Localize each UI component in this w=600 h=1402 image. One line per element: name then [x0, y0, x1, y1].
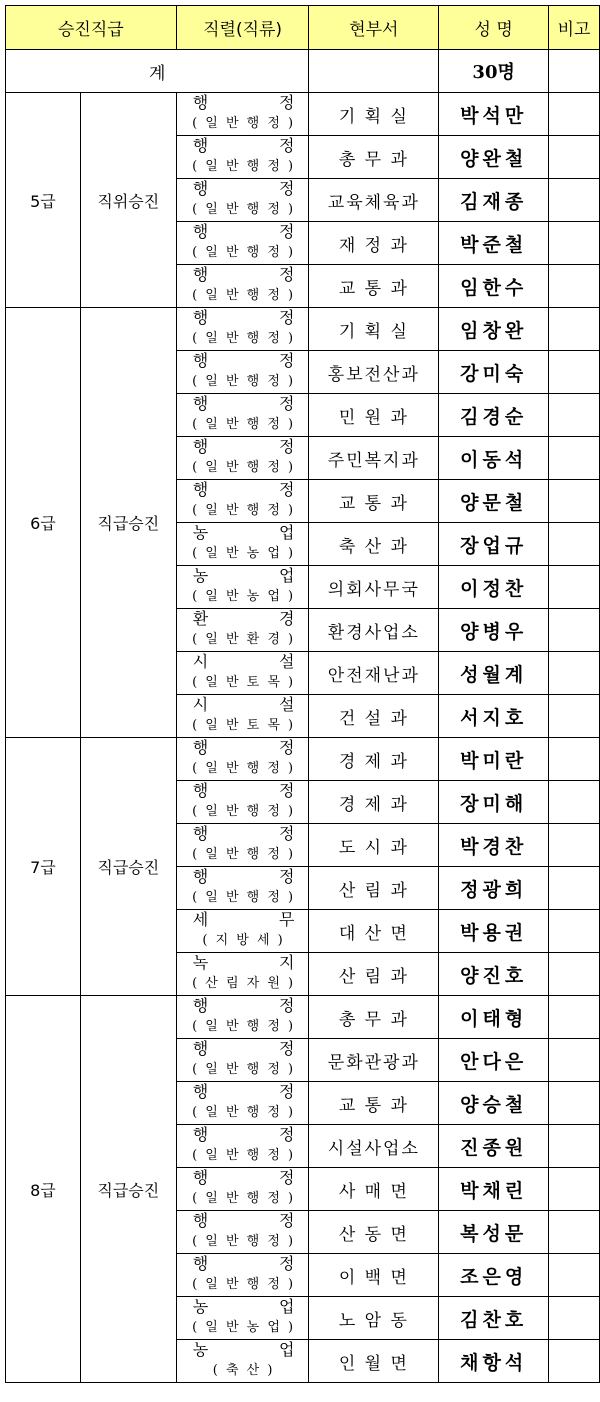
series-main-first: 행 — [192, 996, 209, 1015]
name-cell: 박미란 — [439, 738, 549, 781]
series-main-second: 정 — [279, 824, 295, 843]
total-empty-cell — [309, 50, 439, 93]
department-cell: 교 통 과 — [309, 265, 439, 308]
series-main-first: 행 — [192, 136, 209, 155]
total-note-cell — [549, 50, 600, 93]
grade-cell: 5급 — [6, 93, 81, 308]
series-cell — [176, 953, 309, 996]
note-cell — [549, 609, 600, 652]
series-box — [177, 1039, 309, 1081]
series-cell — [176, 265, 309, 308]
total-label: 계 — [6, 50, 309, 93]
series-subtype: ( 일 반 행 정 ) — [192, 1062, 296, 1077]
name-cell: 박경찬 — [439, 824, 549, 867]
series-cell — [176, 996, 309, 1039]
series-subtype: ( 일 반 행 정 ) — [192, 245, 296, 260]
name-cell: 임창완 — [439, 308, 549, 351]
promotion-type-cell: 직위승진 — [80, 93, 176, 308]
note-cell — [549, 1340, 600, 1383]
name-cell: 강미숙 — [439, 351, 549, 394]
series-main-second: 정 — [279, 1254, 295, 1273]
series-cell — [176, 1082, 309, 1125]
series-cell — [176, 1297, 309, 1340]
department-cell: 의회사무국 — [309, 566, 439, 609]
series-main-first: 행 — [192, 1082, 209, 1101]
series-box — [177, 222, 309, 264]
series-subtype: ( 일 반 행 정 ) — [192, 761, 296, 776]
series-main-first: 환 — [192, 609, 209, 628]
department-cell: 총 무 과 — [309, 996, 439, 1039]
department-cell: 교 통 과 — [309, 480, 439, 523]
series-cell — [176, 1039, 309, 1082]
series-main-second: 업 — [279, 566, 295, 585]
name-cell: 장미해 — [439, 781, 549, 824]
note-cell — [549, 1168, 600, 1211]
name-cell: 박채린 — [439, 1168, 549, 1211]
series-main-first: 녹 — [192, 953, 209, 972]
series-box — [177, 910, 309, 952]
department-cell: 기 획 실 — [309, 93, 439, 136]
table-row — [6, 738, 600, 781]
series-cell — [176, 136, 309, 179]
series-main-second: 정 — [279, 93, 295, 112]
series-cell — [176, 308, 309, 351]
series-main-first: 행 — [192, 738, 209, 757]
series-cell — [176, 738, 309, 781]
series-box — [177, 953, 309, 995]
total-count: 30명 — [439, 50, 549, 93]
series-main-first: 시 — [192, 652, 209, 671]
department-cell: 대 산 면 — [309, 910, 439, 953]
series-main-second: 무 — [279, 910, 295, 929]
department-cell: 안전재난과 — [309, 652, 439, 695]
series-main-second: 설 — [279, 652, 295, 671]
department-cell: 시설사업소 — [309, 1125, 439, 1168]
series-box — [177, 867, 309, 909]
note-cell — [549, 351, 600, 394]
series-main-second: 정 — [279, 996, 295, 1015]
series-subtype: ( 일 반 행 정 ) — [192, 1191, 296, 1206]
department-cell: 경 제 과 — [309, 738, 439, 781]
series-main-second: 정 — [279, 1211, 295, 1230]
department-cell: 환경사업소 — [309, 609, 439, 652]
series-main-second: 정 — [279, 1039, 295, 1058]
series-box — [177, 1297, 309, 1339]
grade-cell: 8급 — [6, 996, 81, 1383]
series-box — [177, 1211, 309, 1253]
series-cell — [176, 1340, 309, 1383]
series-main-first: 행 — [192, 781, 209, 800]
name-cell: 양완철 — [439, 136, 549, 179]
series-main-first: 행 — [192, 351, 209, 370]
series-main-second: 정 — [279, 265, 295, 284]
series-main-first: 행 — [192, 824, 209, 843]
series-subtype: ( 일 반 행 정 ) — [192, 1148, 296, 1163]
department-cell: 산 림 과 — [309, 953, 439, 996]
name-cell: 진종원 — [439, 1125, 549, 1168]
note-cell — [549, 1297, 600, 1340]
department-cell: 홍보전산과 — [309, 351, 439, 394]
series-main-first: 농 — [192, 1297, 209, 1316]
series-cell — [176, 566, 309, 609]
series-cell — [176, 351, 309, 394]
series-main-first: 행 — [192, 1211, 209, 1230]
series-main-first: 행 — [192, 93, 209, 112]
series-main-second: 정 — [279, 1082, 295, 1101]
note-cell — [549, 652, 600, 695]
department-cell: 교육체육과 — [309, 179, 439, 222]
series-box — [177, 351, 309, 393]
note-cell — [549, 695, 600, 738]
note-cell — [549, 738, 600, 781]
department-cell: 교 통 과 — [309, 1082, 439, 1125]
series-subtype: ( 일 반 행 정 ) — [192, 116, 296, 131]
name-cell: 조은영 — [439, 1254, 549, 1297]
note-cell — [549, 308, 600, 351]
promotion-table-container — [5, 5, 600, 1383]
series-main-second: 정 — [279, 179, 295, 198]
series-subtype: ( 일 반 행 정 ) — [192, 460, 296, 475]
department-cell: 도 시 과 — [309, 824, 439, 867]
series-box — [177, 609, 309, 651]
grade-cell: 7급 — [6, 738, 81, 996]
series-main-second: 정 — [279, 1125, 295, 1144]
series-main-second: 설 — [279, 695, 295, 714]
series-box — [177, 695, 309, 737]
series-main-first: 행 — [192, 1168, 209, 1187]
series-main-first: 시 — [192, 695, 209, 714]
name-cell: 성월계 — [439, 652, 549, 695]
series-box — [177, 394, 309, 436]
series-main-first: 행 — [192, 179, 209, 198]
name-cell: 박석만 — [439, 93, 549, 136]
series-box — [177, 480, 309, 522]
series-main-first: 농 — [192, 566, 209, 585]
note-cell — [549, 523, 600, 566]
series-box — [177, 1254, 309, 1296]
series-subtype: ( 일 반 행 정 ) — [192, 159, 296, 174]
series-subtype: ( 일 반 행 정 ) — [192, 1234, 296, 1249]
name-cell: 양진호 — [439, 953, 549, 996]
name-cell: 박용권 — [439, 910, 549, 953]
department-cell: 사 매 면 — [309, 1168, 439, 1211]
note-cell — [549, 394, 600, 437]
department-cell: 노 암 동 — [309, 1297, 439, 1340]
series-subtype: ( 일 반 환 경 ) — [192, 632, 296, 647]
series-box — [177, 1125, 309, 1167]
note-cell — [549, 824, 600, 867]
series-main-second: 정 — [279, 437, 295, 456]
name-cell: 양문철 — [439, 480, 549, 523]
series-cell — [176, 480, 309, 523]
note-cell — [549, 1039, 600, 1082]
series-main-first: 행 — [192, 265, 209, 284]
header-series: 직렬(직류) — [176, 6, 309, 50]
series-subtype: ( 일 반 토 목 ) — [192, 718, 296, 733]
series-subtype: ( 일 반 농 업 ) — [192, 1320, 296, 1335]
series-main-second: 정 — [279, 351, 295, 370]
series-subtype: ( 일 반 행 정 ) — [192, 374, 296, 389]
series-main-first: 행 — [192, 867, 209, 886]
note-cell — [549, 93, 600, 136]
promotion-table — [5, 5, 600, 1383]
name-cell: 채항석 — [439, 1340, 549, 1383]
promotion-type-cell: 직급승진 — [80, 996, 176, 1383]
name-cell: 박준철 — [439, 222, 549, 265]
series-main-first: 세 — [192, 910, 209, 929]
department-cell: 산 동 면 — [309, 1211, 439, 1254]
note-cell — [549, 867, 600, 910]
series-main-second: 정 — [279, 308, 295, 327]
series-box — [177, 738, 309, 780]
note-cell — [549, 136, 600, 179]
series-cell — [176, 93, 309, 136]
series-box — [177, 781, 309, 823]
series-box — [177, 652, 309, 694]
name-cell: 김찬호 — [439, 1297, 549, 1340]
series-subtype: ( 일 반 행 정 ) — [192, 1105, 296, 1120]
series-cell — [176, 652, 309, 695]
series-main-first: 농 — [192, 523, 209, 542]
note-cell — [549, 1125, 600, 1168]
series-main-first: 행 — [192, 394, 209, 413]
name-cell: 양승철 — [439, 1082, 549, 1125]
series-subtype: ( 일 반 행 정 ) — [192, 288, 296, 303]
series-cell — [176, 437, 309, 480]
series-cell — [176, 179, 309, 222]
series-main-first: 농 — [192, 1340, 209, 1359]
department-cell: 재 정 과 — [309, 222, 439, 265]
series-main-first: 행 — [192, 1125, 209, 1144]
name-cell: 김경순 — [439, 394, 549, 437]
table-row — [6, 308, 600, 351]
series-box — [177, 136, 309, 178]
note-cell — [549, 265, 600, 308]
header-row — [6, 6, 600, 50]
series-cell — [176, 1254, 309, 1297]
series-main-first: 행 — [192, 222, 209, 241]
series-box — [177, 1340, 309, 1382]
note-cell — [549, 179, 600, 222]
department-cell: 총 무 과 — [309, 136, 439, 179]
note-cell — [549, 566, 600, 609]
series-cell — [176, 523, 309, 566]
note-cell — [549, 781, 600, 824]
name-cell: 복성문 — [439, 1211, 549, 1254]
name-cell: 정광희 — [439, 867, 549, 910]
series-box — [177, 996, 309, 1038]
promotion-type-cell: 직급승진 — [80, 308, 176, 738]
name-cell: 이동석 — [439, 437, 549, 480]
series-box — [177, 265, 309, 307]
note-cell — [549, 996, 600, 1039]
series-subtype: ( 산 림 자 원 ) — [192, 976, 296, 991]
note-cell — [549, 910, 600, 953]
series-main-first: 행 — [192, 437, 209, 456]
name-cell: 안다은 — [439, 1039, 549, 1082]
header-dept: 현부서 — [309, 6, 439, 50]
name-cell: 김재종 — [439, 179, 549, 222]
series-cell — [176, 1125, 309, 1168]
name-cell: 양병우 — [439, 609, 549, 652]
series-subtype: ( 축 산 ) — [212, 1363, 275, 1378]
series-subtype: ( 일 반 행 정 ) — [192, 804, 296, 819]
series-main-second: 정 — [279, 222, 295, 241]
department-cell: 인 월 면 — [309, 1340, 439, 1383]
department-cell: 기 획 실 — [309, 308, 439, 351]
series-box — [177, 1082, 309, 1124]
series-subtype: ( 일 반 행 정 ) — [192, 1277, 296, 1292]
series-subtype: ( 일 반 행 정 ) — [192, 202, 296, 217]
note-cell — [549, 1254, 600, 1297]
header-note: 비고 — [549, 6, 600, 50]
note-cell — [549, 480, 600, 523]
name-cell: 이태형 — [439, 996, 549, 1039]
series-main-first: 행 — [192, 1039, 209, 1058]
note-cell — [549, 953, 600, 996]
department-cell: 문화관광과 — [309, 1039, 439, 1082]
series-subtype: ( 일 반 행 정 ) — [192, 331, 296, 346]
header-grade: 승진직급 — [6, 6, 177, 50]
department-cell: 경 제 과 — [309, 781, 439, 824]
series-box — [177, 824, 309, 866]
series-subtype: ( 일 반 농 업 ) — [192, 589, 296, 604]
series-cell — [176, 867, 309, 910]
series-subtype: ( 지 방 세 ) — [202, 933, 285, 948]
series-cell — [176, 824, 309, 867]
department-cell: 산 림 과 — [309, 867, 439, 910]
series-main-second: 정 — [279, 480, 295, 499]
department-cell: 주민복지과 — [309, 437, 439, 480]
series-subtype: ( 일 반 행 정 ) — [192, 503, 296, 518]
series-subtype: ( 일 반 행 정 ) — [192, 890, 296, 905]
series-main-first: 행 — [192, 480, 209, 499]
series-subtype: ( 일 반 행 정 ) — [192, 847, 296, 862]
series-box — [177, 179, 309, 221]
series-box — [177, 523, 309, 565]
header-name: 성 명 — [439, 6, 549, 50]
total-row — [6, 50, 600, 93]
grade-cell: 6급 — [6, 308, 81, 738]
series-main-second: 업 — [279, 523, 295, 542]
series-main-first: 행 — [192, 1254, 209, 1273]
series-subtype: ( 일 반 행 정 ) — [192, 417, 296, 432]
series-box — [177, 1168, 309, 1210]
name-cell: 임한수 — [439, 265, 549, 308]
series-box — [177, 308, 309, 350]
series-box — [177, 93, 309, 135]
department-cell: 이 백 면 — [309, 1254, 439, 1297]
series-main-second: 정 — [279, 781, 295, 800]
series-subtype: ( 일 반 농 업 ) — [192, 546, 296, 561]
department-cell: 건 설 과 — [309, 695, 439, 738]
series-cell — [176, 1168, 309, 1211]
series-main-second: 정 — [279, 867, 295, 886]
series-main-second: 경 — [279, 609, 295, 628]
series-main-second: 정 — [279, 738, 295, 757]
table-row — [6, 93, 600, 136]
note-cell — [549, 1082, 600, 1125]
department-cell: 축 산 과 — [309, 523, 439, 566]
note-cell — [549, 222, 600, 265]
name-cell: 서지호 — [439, 695, 549, 738]
department-cell: 민 원 과 — [309, 394, 439, 437]
name-cell: 장업규 — [439, 523, 549, 566]
note-cell — [549, 437, 600, 480]
series-main-second: 정 — [279, 1168, 295, 1187]
series-box — [177, 437, 309, 479]
series-cell — [176, 695, 309, 738]
name-cell: 이정찬 — [439, 566, 549, 609]
series-cell — [176, 394, 309, 437]
series-subtype: ( 일 반 행 정 ) — [192, 1019, 296, 1034]
series-cell — [176, 609, 309, 652]
series-box — [177, 566, 309, 608]
series-main-second: 업 — [279, 1340, 295, 1359]
table-row — [6, 996, 600, 1039]
series-main-second: 정 — [279, 394, 295, 413]
series-main-second: 정 — [279, 136, 295, 155]
series-main-second: 지 — [279, 953, 295, 972]
series-cell — [176, 781, 309, 824]
series-cell — [176, 1211, 309, 1254]
series-cell — [176, 910, 309, 953]
series-subtype: ( 일 반 토 목 ) — [192, 675, 296, 690]
note-cell — [549, 1211, 600, 1254]
series-cell — [176, 222, 309, 265]
series-main-first: 행 — [192, 308, 209, 327]
series-main-second: 업 — [279, 1297, 295, 1316]
promotion-type-cell: 직급승진 — [80, 738, 176, 996]
